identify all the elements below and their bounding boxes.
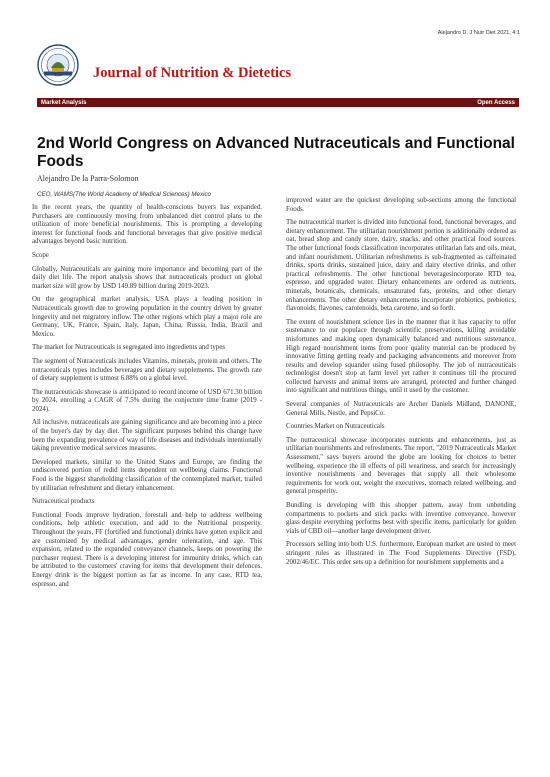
paragraph: The nutraceutical showcase incorporates nutrients and enhancements, just as utilitarian nourishments and refreshments. The report, "2019 Nutraceuticals Market Assessment," says buyers around the globe are looking for choices to better wellbeing, experience the ill effects of pill weariness, and search for increasingly inventive nourishments and beverages that supply all their wholesome requirements for work out, weight the executives, stomach related wellbeing, and general prosperity. xyxy=(286,436,517,496)
section-heading: Nutraceutical products xyxy=(32,498,95,506)
paragraph: Several companies of Nutraceuticals are Archer Daniels Midland, DANONE, General Mills, Nestle, and PepsiCo. xyxy=(286,401,516,417)
paragraph: In the recent years, the quantity of health-conscious buyers has expanded. Purchasers are continuously moving from unbalanced diet control plans to the utilization of more beneficial nourishments. This is prompting a developing interest for functional foods and functional beverages that give positive medical advantages beyond basic nutrition. xyxy=(32,204,262,246)
article-type-label: Market Analysis xyxy=(41,99,87,106)
paragraph: All inclusive, nutraceuticals are gaining significance and are becoming into a piece of the buyer's day by day diet. The significant purposes behind this change have been the expanding prevalence of way of life diseases and individuals intentionally taking preventive medical services measures. xyxy=(32,419,262,453)
paragraph: Processors selling into both U.S. furthermore, European market are tested to meet stringent rules as illustrated in The Food Supplements Directive (FSD), 2002/46/EC. This order sets up a definition for nourishment supplements and a xyxy=(286,541,516,566)
paragraph: The nutraceuticals showcase is anticipated to record income of USD 671.30 billion by 2024, enrolling a CAGR of 7.5% during the conjecture time frame (2019 - 2024). xyxy=(32,388,262,413)
paragraph: Globally, Nutraceuticals are gaining more importance and becoming part of the daily diet life. The report analysis shows that nutraceuticals product on global market size will grow by USD 149.89 billion during 2019-2023. xyxy=(32,265,262,290)
running-head: Alejandro D. J Nutr Diet 2021, 4:1 xyxy=(437,30,520,36)
section-bar xyxy=(37,98,519,107)
paragraph: The market for Nutraceuticals is segregated into ingredients and types xyxy=(32,344,226,352)
author-name: Alejandro De la Parra-Solomon xyxy=(37,174,139,183)
open-access-label: Open Access xyxy=(477,99,515,106)
article-title: 2nd World Congress on Advanced Nutraceuticals and Functional Foods xyxy=(37,135,515,170)
author-affiliation: CEO, WAMS(The World Academy of Medical Sciences) Mexico xyxy=(37,191,211,198)
paragraph: improved water are the quickest developing sub-sections among the functional Foods. xyxy=(286,197,516,213)
paragraph: Functional Foods improve hydration, forestall and help to address wellbeing conditions, help athletic execution, and add to the Nutritional prosperity. Throughout the years, FF (fortified and functional) drinks have gotten explicit and are customized by medical advantages, gender orientation, and age. This expansion, related to the expanded conveyance channels, keeps on powering the purchaser request. There is a developing interest for immunity drinks, which can be attributed to the customers' craving for items that development their defences. Energy drink is the biggest portion as far as income. In any case, RTD tea, espresso, and xyxy=(32,511,262,588)
journal-seal-logo xyxy=(37,44,79,86)
journal-title: Journal of Nutrition & Dietetics xyxy=(93,65,292,81)
section-heading: Scope xyxy=(32,251,49,259)
paragraph: On the geographical market analysis, USA plays a leading position in Nutraceuticals growth due to growing population in the country driven by greater longevity and net migratory inflow. The other regions which play a major role are Germany, UK, France, Spain, Italy, Japan, China, Russia, India, Brazil and Mexico. xyxy=(32,296,262,338)
section-heading: Countries Market on Nutraceuticals xyxy=(286,423,385,431)
right-column xyxy=(286,197,516,572)
paragraph: Bundling is developing with this shopper pattern, away from unbending compartments to pockets and stick packs with inventive conveyance, however glass despite everything performs best with specific items, particularly for golden vials of CBD oil—another large development driver. xyxy=(286,502,516,535)
paragraph: The segment of Nutraceuticals includes Vitamins, minerals, protein and others. The nutraceuticals types includes beverages and dietary supplements. The growth rate of dietary supplement is utmost 6.88% on a global level. xyxy=(32,357,262,383)
paragraph: Developed markets, similar to the United States and Europe, are finding the undiscovered portion of redid items dependent on wellbeing claims. Functional Food is the biggest shareholding classification of the contemplated market, trailed by utilitarian refreshment and dietary enhancement. xyxy=(32,458,262,492)
paragraph: The extent of nourishment science lies in the manner that it has capacity to offer sustenance to our populace through scientific preservations, killing avoidable misfortunes and making open dynamically balanced and nutritious sustenance. High regard nourishment items from poor quality material can be produced by innovative fitting getting ready and packaging advancements and moreover from results and develop squander using fused philosophy. The job of nutraceuticals technologist doesn't stop at farm level yet rather it continues till the procured collected harvests and animal items are arranged, protected and further changed into significant and nutritious things, until it used by the customer. xyxy=(286,318,516,395)
paragraph: The nutraceutical market is divided into functional food, functional beverages, and dietary enhancement. The utilitarian nourishment portion is additionally ordered as oat, bread shop and candy store, dairy, snacks, and other practical food sources. The other functional foods classification incorporates utilitarian fats and oils, meat, and infant nourishment. Utilitarian refreshments is sub-fragmented as caffeinated drinks, sports drinks, sustained juice, dairy and dairy elective drinks, and other practical refreshments. The other functional beveragesincorporate RTD tea, espresso, and upgraded water. Dietary enhancements are ordered as nutrients, minerals, botanicals, chemicals, unsaturated fats, proteins, and other dietary enhancements. The other dietary enhancements incorporate probiotics, prebiotics, flavonoids, flavones, carotenoids, beta carotene, and so forth. xyxy=(286,219,516,313)
left-column xyxy=(32,204,262,594)
